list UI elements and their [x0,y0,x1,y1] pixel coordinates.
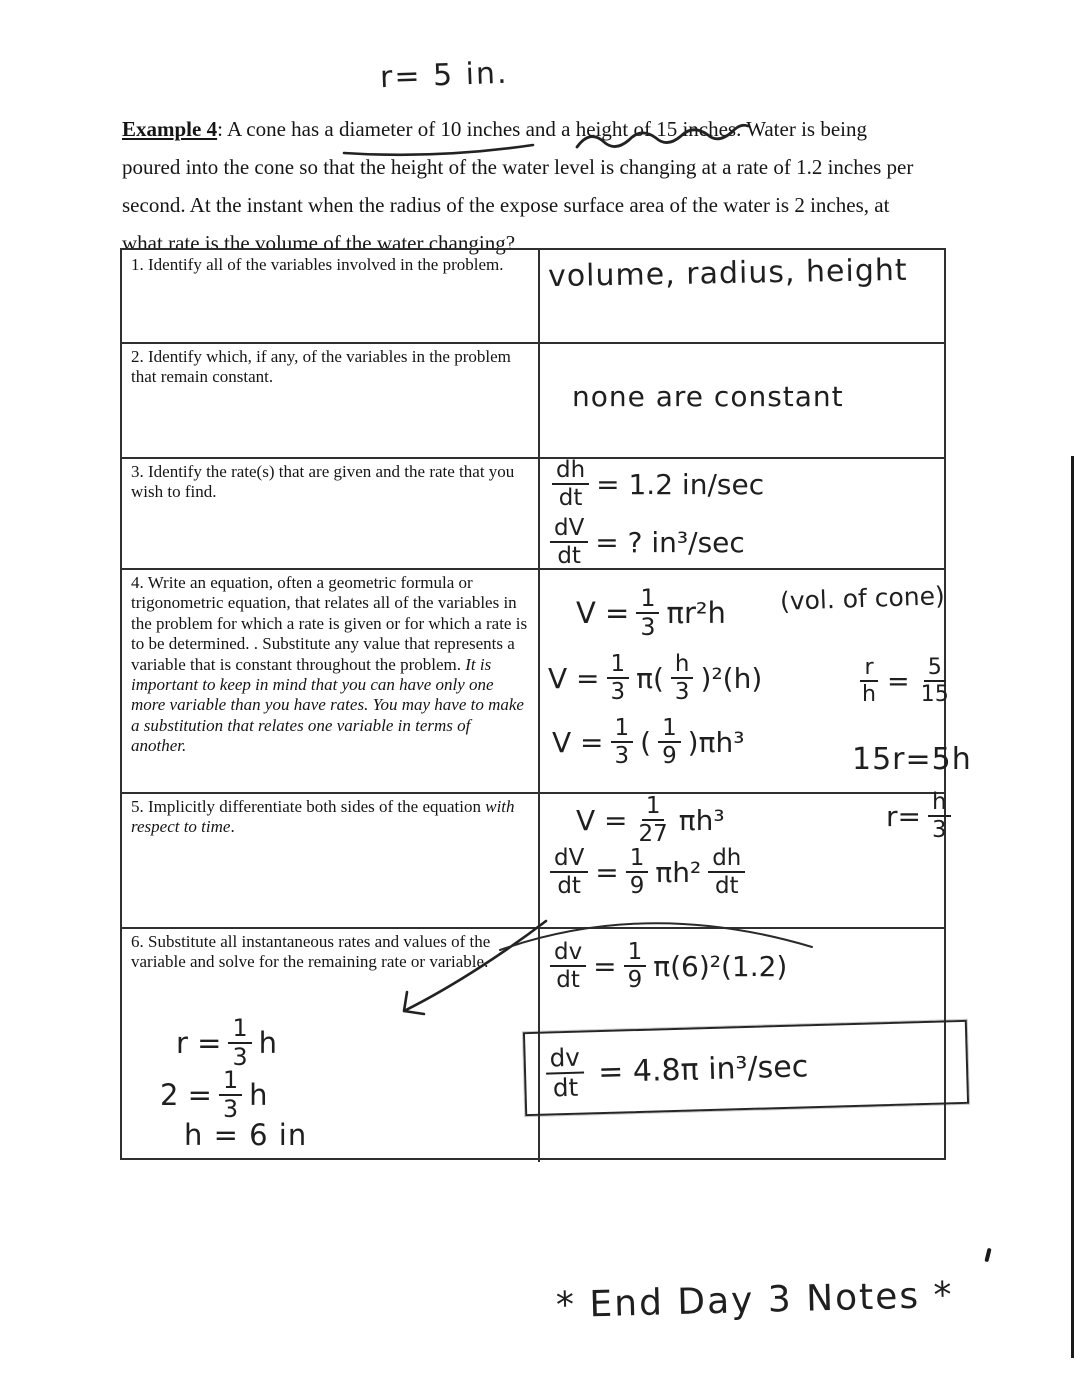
rate-dh-value: = 1.2 in/sec [596,467,765,501]
fraction: $\frac{h}{3}$ [671,652,694,704]
eq-rhs: h [249,1077,268,1112]
fraction: $\frac{dV}{dt}$ [550,846,588,898]
prompt-text-3: 3. Identify the rate(s) that are given and the rate that you wish to find. [131,462,515,502]
fraction: $\frac{1}{3}$ [611,716,634,768]
fraction: $\frac{dv}{dt}$ [545,1045,585,1102]
prompt-5-italic: with respect to time [131,797,515,837]
problem-statement [122,100,958,262]
eq-lhs: V = [552,725,604,759]
fraction: $\frac{1}{9}$ [624,940,647,992]
fraction: $\frac{5}{15}$ [920,654,949,708]
fraction: $\frac{1}{3}$ [636,586,659,640]
eq-mid: π( [636,661,664,695]
fraction: $\frac{1}{3}$ [219,1068,242,1122]
eq-lhs: r = [176,1025,222,1060]
prompt-5-end: . [230,817,235,837]
radius-annotation: r= 5 in. [379,55,510,96]
cross-multiplied: 15r=5h [852,742,972,777]
answer-constants: none are constant [572,380,844,413]
example-label: Example 4 [122,117,218,141]
eq-rhs: )πh³ [687,725,745,759]
fraction: $\frac{dv}{dt}$ [550,940,586,992]
prompt-text-2: 2. Identify which, if any, of the variables in the problem that remain constant. [131,347,511,387]
stray-mark [984,1248,991,1263]
r-equals-third-h [176,1016,277,1070]
fraction: $\frac{dh}{dt}$ [552,458,589,510]
eq-sign: = [595,855,619,889]
prompt-cell-3 [122,457,540,568]
eq-lhs: V = [548,661,600,695]
prompt-text-1: 1. Identify all of the variables involved in the problem. [131,255,504,274]
fraction: $\frac{1}{27}$ [638,793,668,848]
eq-lhs: V = [576,595,630,630]
eq-sign: = [593,949,617,983]
prompt-text-5 [122,792,538,838]
table-row-3 [122,457,944,568]
scan-artifact-line [1071,456,1074,1358]
eq-rhs: h [258,1025,277,1060]
h-equals-six: h = 6 in [184,1118,308,1152]
eq-lhs: r= [886,799,921,833]
rate-dv-value: = ? in³/sec [595,525,745,559]
rate-dh-dt [552,458,764,510]
fraction: $\frac{1}{3}$ [607,652,630,704]
eq-mid: πh² [655,855,702,889]
fraction: $\frac{dh}{dt}$ [708,846,745,898]
cone-volume-formula [576,586,726,640]
simplified-formula [552,716,744,768]
table-row-5 [122,792,944,927]
problem-line-1 [122,110,958,148]
prompt-5-main: 5. Implicitly differentiate both sides of the equation [131,797,486,816]
substituted-rates [550,940,787,992]
prompt-cell-5 [122,792,540,927]
eq-rhs: )²(h) [700,661,763,695]
problem-line-3: second. At the instant when the radius of the expose surface area of the water is 2 inches, at [122,193,890,217]
fraction: $\frac{1}{9}$ [626,846,649,898]
prompt-4-main: 4. Write an equation, often a geometric formula or trigonometric equation, that relates all of the variables in the problem for which a rate is given or for which a rate is to be determined. . Substitute any value that represents a variable that is constant throughout the problem. [131,573,528,674]
answer-variables: volume, radius, height [547,252,908,295]
volume-in-h [576,794,725,846]
fraction: $\frac{1}{9}$ [658,716,681,768]
rate-dv-dt [550,516,745,568]
final-answer-value: = 4.8π in³/sec [597,1048,809,1090]
fraction: $\frac{1}{3}$ [228,1016,251,1070]
final-answer-box [523,1020,969,1116]
radius-substitution [886,790,951,842]
eq-lhs: V = [576,803,628,837]
problem-line-4: what rate is the volume of the water changing? [122,231,516,255]
end-of-notes-annotation: * End Day 3 Notes * [555,1274,955,1327]
substituted-formula [548,652,762,704]
similar-triangles-ratio [858,656,953,706]
fraction: $\frac{h}{3}$ [928,790,951,842]
eq-mid: ( [640,725,652,759]
volume-formula-note: (vol. of cone) [779,581,946,616]
eq-lhs: 2 = [160,1077,212,1112]
prompt-text-6: 6. Substitute all instantaneous rates and values of the variable and solve for the remaining rate or variable. [131,932,491,972]
eq-rhs: π(6)²(1.2) [653,949,788,983]
two-equals-third-h [160,1068,267,1122]
prompt-text-4 [122,568,538,757]
prompt-cell-4 [122,568,540,792]
fraction: $\frac{dV}{dt}$ [550,516,588,568]
prompt-4-italic: It is important to keep in mind that you can have only one more variable than you have rates. You may have to make a substitution that relates one variable in terms of another. [131,654,524,756]
prompt-cell-2 [122,342,540,457]
prompt-cell-1 [122,250,540,342]
fraction: $\frac{r}{h}$ [862,654,877,708]
problem-line-1-text: : A cone has a diameter of 10 inches and a height of 15 inches. Water is being [217,117,867,141]
problem-line-2: poured into the cone so that the height of the water level is changing at a rate of 1.2 inches per [122,155,914,179]
eq-rhs: πr²h [666,595,726,630]
differentiated-equation [550,846,745,898]
eq-rhs: πh³ [678,803,725,837]
eq-sign: = [887,665,910,697]
